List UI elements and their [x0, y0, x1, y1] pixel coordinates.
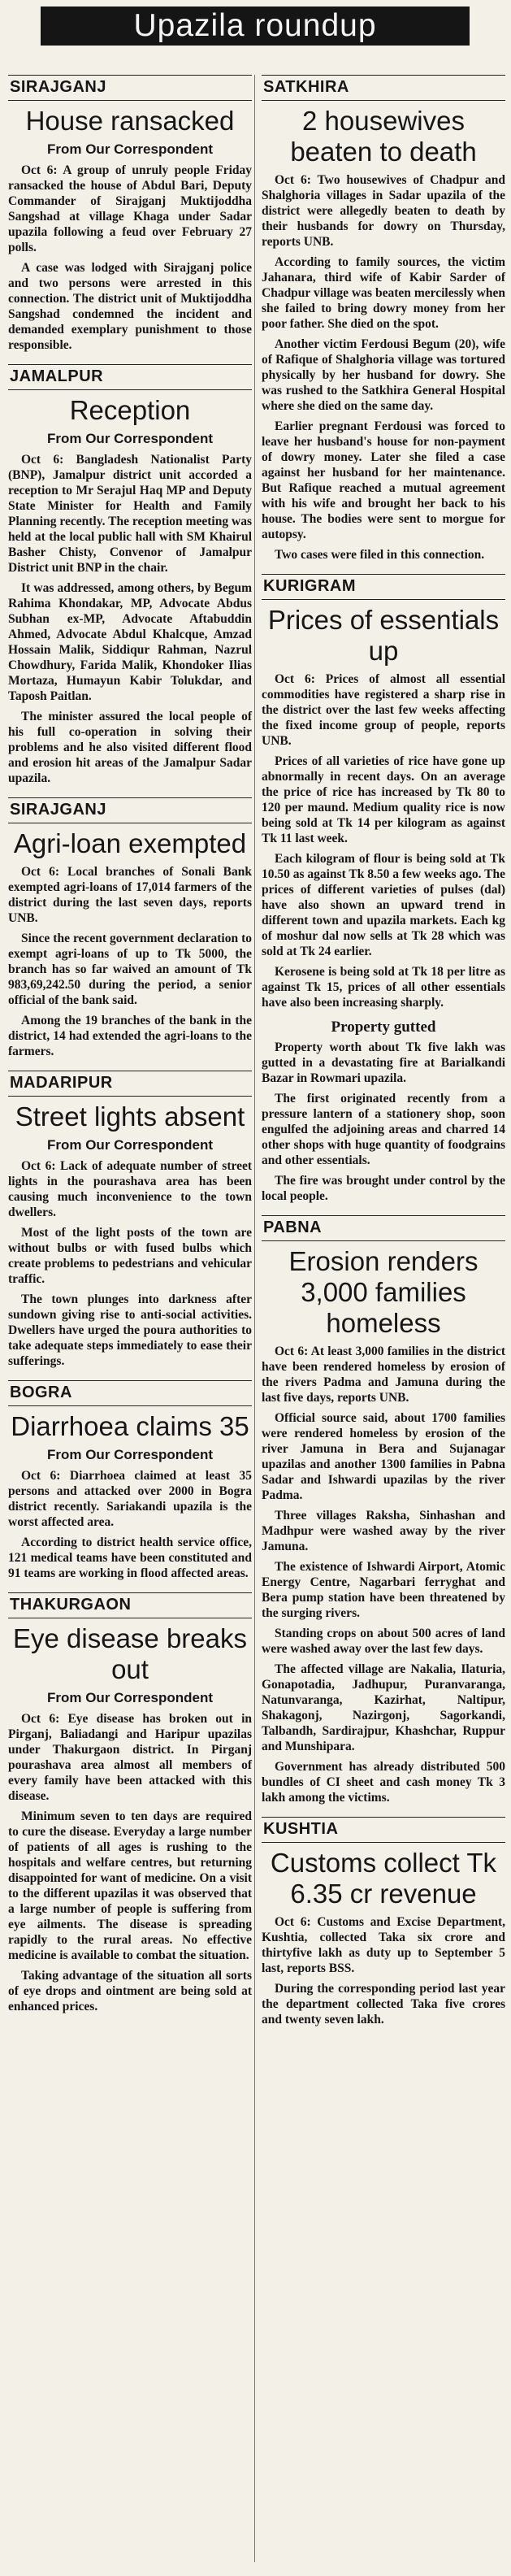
story-paragraph: Oct 6: At least 3,000 families in the district have been rendered homeless by erosion of the rivers Padma and Jamuna during the last five days, reports UNB.: [262, 1344, 505, 1405]
story-headline: Diarrhoea claims 35: [11, 1411, 249, 1441]
story-madaripur-lights: [8, 1071, 252, 1369]
story-location: KURIGRAM: [262, 574, 505, 600]
story-paragraph: The affected village are Nakalia, Ilaturia, Gonapotadia, Jadhupur, Puranvaranga, Natunvaranga, Kazirhat, Naltipur, Shakagonj, Nazirgonj, Sagorkandi, Talbandh, Sardirajpur, Khashchar, Ruppur and Munshipara.: [262, 1662, 505, 1753]
story-sirajganj-house: [8, 75, 252, 353]
story-paragraph: The minister assured the local people of his full co-operation in solving their problems and he also visited different flood and erosion hit areas of the Jamalpur Sadar upazila.: [8, 710, 252, 785]
story-paragraph: Oct 6: Prices of almost all essential commodities have registered a sharp rise in the district over the last few weeks affecting the fixed income group of people, reports UNB.: [262, 672, 505, 748]
story-paragraph: Oct 6: Lack of adequate number of street lights in the pourashava area has been causing much inconvenience to the town dwellers.: [8, 1159, 252, 1219]
story-paragraph: The fire was brought under control by the local people.: [262, 1174, 505, 1203]
story-headline: 2 housewives beaten to death: [290, 106, 477, 167]
story-location: KUSHTIA: [262, 1817, 505, 1843]
story-location: SIRAJGANJ: [8, 75, 252, 101]
story-byline: From Our Correspondent: [46, 431, 213, 446]
story-paragraph: Prices of all varieties of rice have gone up abnormally in recent days. On an average the price of rice has increased by Tk 80 to 120 per maund. Medium quality rice is now being sold at Tk 14 per kilogram as against Tk 11 last week.: [262, 754, 505, 845]
story-paragraph: Earlier pregnant Ferdousi was forced to leave her husband's house for non-payment of dowry money. Later she filed a case against her husband for her maintenance. But Rafique reached a mutual agreement with his wife and brought her back to his house. The bodies were sent to morgue for autopsy.: [262, 419, 505, 541]
story-paragraph: It was addressed, among others, by Begum Rahima Khondakar, MP, Advocate Abdus Subhan ex-MP, Advocate Aftabuddin Ahmed, Advocate Abdul Khalcque, Amzad Hossain Malik, Siddiqur Rahman, Nazrul Chowdhury, Farida Malik, Khondoker Ilias Mortaza, Humayun Kabir Tolukdar, and Taposh Paitlan.: [8, 581, 252, 703]
story-paragraph: Oct 6: Diarrhoea claimed at least 35 persons and attacked over 2000 in Bogra district recently. Sariakandi upazila is the worst affected area.: [8, 1469, 252, 1529]
story-location: PABNA: [262, 1215, 505, 1241]
story-sirajganj-agri-loan: [8, 797, 252, 1059]
story-kushtia-customs: [262, 1817, 505, 2027]
story-kurigram-prices: [262, 574, 505, 1204]
story-byline: From Our Correspondent: [46, 141, 213, 157]
story-paragraph: According to family sources, the victim Jahanara, third wife of Kabir Sarder of Chadpur village was beaten mercilessly when she failed to bring dowry money from her poor father. She died on the spot.: [262, 255, 505, 331]
story-paragraph: Three villages Raksha, Sinhashan and Madhpur were washed away by the river Jamuna.: [262, 1509, 505, 1553]
story-paragraph: Since the recent government declaration to exempt agri-loans of up to Tk 5000, the branch has so far waived an amount of Tk 983,69,242.50 during the period, a senior official of the bank said.: [8, 932, 252, 1007]
story-paragraph: Official source said, about 1700 families were rendered homeless by erosion of the river Jamuna in Bera and Sujanagar upazilas and another 1300 families in Pabna Sadar and Ishwardi upazilas by the river Padma.: [262, 1411, 505, 1502]
story-paragraph: Oct 6: Bangladesh Nationalist Party (BNP), Jamalpur district unit accorded a reception to Mr Serajul Haq MP and Deputy State Minister for Health and Family Planning recently. The reception meeting was held at the local public hall with SM Khairul Basher Chisty, Convenor of Jamalpur District unit BNP in the chair.: [8, 453, 252, 575]
story-location: MADARIPUR: [8, 1071, 252, 1097]
story-location: BOGRA: [8, 1380, 252, 1406]
story-location: SATKHIRA: [262, 75, 505, 101]
story-paragraph: Property worth about Tk five lakh was gutted in a devastating fire at Barialkandi Bazar in Rowmari upazila.: [262, 1040, 505, 1085]
story-location: THAKURGAON: [8, 1592, 252, 1618]
story-paragraph: Among the 19 branches of the bank in the district, 14 had extended the agri-loans to the farmers.: [8, 1014, 252, 1058]
story-headline: Eye disease breaks out: [13, 1623, 247, 1684]
story-paragraph: During the corresponding period last year the department collected Taka five crores and twenty seven lakh.: [262, 1982, 505, 2026]
story-paragraph: Minimum seven to ten days are required to cure the disease. Everyday a large number of patients of all ages is rushing to the hospitals and welfare centres, but returning disappointed for want of medicine. On a visit to the different upazilas it was observed that a large number of people is suffering from eye ailments. The disease is spreading rapidly to the rural areas. No effective medicine is available to combat the situation.: [8, 1809, 252, 1962]
story-paragraph: Most of the light posts of the town are without bulbs or with fused bulbs which create problems to pedestrians and vehicular traffic.: [8, 1226, 252, 1286]
story-paragraph: According to district health service office, 121 medical teams have been constituted and 91 teams are working in flood affected areas.: [8, 1536, 252, 1580]
column-divider: [254, 75, 255, 2562]
story-paragraph: Oct 6: A group of unruly people Friday ransacked the house of Abdul Bari, Deputy Commander of Sirajganj Muktijoddha Sangshad at village Khaga under Sadar upazila following a feud over February 27 polls.: [8, 163, 252, 254]
story-headline: Agri-loan exempted: [13, 828, 247, 858]
story-paragraph: Each kilogram of flour is being sold at Tk 10.50 as against Tk 8.50 a few weeks ago. The prices of different varieties of pulses (dal) have also shown an upward trend in different town and upazila markets. Each kg of moshur dal now sells at Tk 28 which was sold at Tk 24 earlier.: [262, 852, 505, 958]
story-headline: House ransacked: [25, 106, 235, 136]
story-paragraph: The existence of Ishwardi Airport, Atomic Energy Centre, Nagarbari ferryghat and Bera pump station have been threatened by the surging rivers.: [262, 1560, 505, 1620]
story-byline: From Our Correspondent: [46, 1447, 213, 1462]
story-paragraph: The town plunges into darkness after sundown giving rise to anti-social activities. Dwellers have urged the poura authorities to take adequate steps immediately to ease their sufferings.: [8, 1292, 252, 1368]
story-location: SIRAJGANJ: [8, 797, 252, 823]
right-column: [262, 75, 505, 2039]
story-paragraph: Oct 6: Local branches of Sonali Bank exempted agri-loans of 17,014 farmers of the district during the last seven days, reports UNB.: [8, 865, 252, 925]
story-paragraph: Two cases were filed in this connection.: [275, 548, 485, 562]
story-paragraph: A case was lodged with Sirajganj police and two persons were arrested in this connection. The district unit of Muktijoddha Sangshad condemned the incident and demanded exemplary punishment to those responsible.: [8, 261, 252, 352]
story-byline: From Our Correspondent: [46, 1690, 213, 1705]
story-paragraph: Kerosene is being sold at Tk 18 per litre as against Tk 15, prices of all other essentials have also been increasing sharply.: [262, 965, 505, 1010]
story-headline: Erosion renders 3,000 families homeless: [288, 1246, 479, 1338]
story-paragraph: Another victim Ferdousi Begum (20), wife of Rafique of Shalghoria village was tortured physically by her husband for dowry. She was rushed to the Satkhira General Hospital where she died on the same day.: [262, 337, 505, 413]
story-satkhira-housewives: [262, 75, 505, 563]
story-byline: From Our Correspondent: [46, 1137, 213, 1153]
story-paragraph: The first originated recently from a pressure lantern of a stationery shop, soon engulfed the adjoining areas and charred 14 other shops with huge quantity of foodgrains and other essentials.: [262, 1092, 505, 1167]
story-pabna-erosion: [262, 1215, 505, 1805]
story-paragraph: Oct 6: Two housewives of Chadpur and Shalghoria villages in Sadar upazila of the district were allegedly beaten to death by their husbands for dowry on Thursday, reports UNB.: [262, 173, 505, 249]
story-paragraph: Standing crops on about 500 acres of land were washed away over the last few days.: [262, 1627, 505, 1656]
story-bogra-diarrhoea: [8, 1380, 252, 1581]
story-thakurgaon-eye: [8, 1592, 252, 2014]
left-column: [8, 75, 252, 2026]
story-headline: Prices of essentials up: [267, 605, 500, 666]
section-banner: Upazila roundup: [41, 7, 470, 46]
story-headline: Street lights absent: [15, 1101, 245, 1132]
story-location: JAMALPUR: [8, 364, 252, 390]
story-headline: Customs collect Tk 6.35 cr revenue: [270, 1848, 497, 1909]
story-jamalpur-reception: [8, 364, 252, 786]
story-subhead: Property gutted: [331, 1019, 436, 1036]
story-paragraph: Oct 6: Customs and Excise Department, Kushtia, collected Taka six crore and thirtyfive lakh as duty up to September 5 last, reports BSS.: [262, 1915, 505, 1975]
story-paragraph: Taking advantage of the situation all sorts of eye drops and ointment are being sold at enhanced prices.: [8, 1969, 252, 2013]
story-headline: Reception: [69, 395, 191, 425]
story-paragraph: Oct 6: Eye disease has broken out in Pirganj, Baliadangi and Haripur upazilas under Thakurgaon district. In Pirganj pourashava area almost all members of every family have been attacked with this disease.: [8, 1712, 252, 1803]
story-paragraph: Government has already distributed 500 bundles of CI sheet and cash money Tk 3 lakh among the victims.: [262, 1760, 505, 1805]
